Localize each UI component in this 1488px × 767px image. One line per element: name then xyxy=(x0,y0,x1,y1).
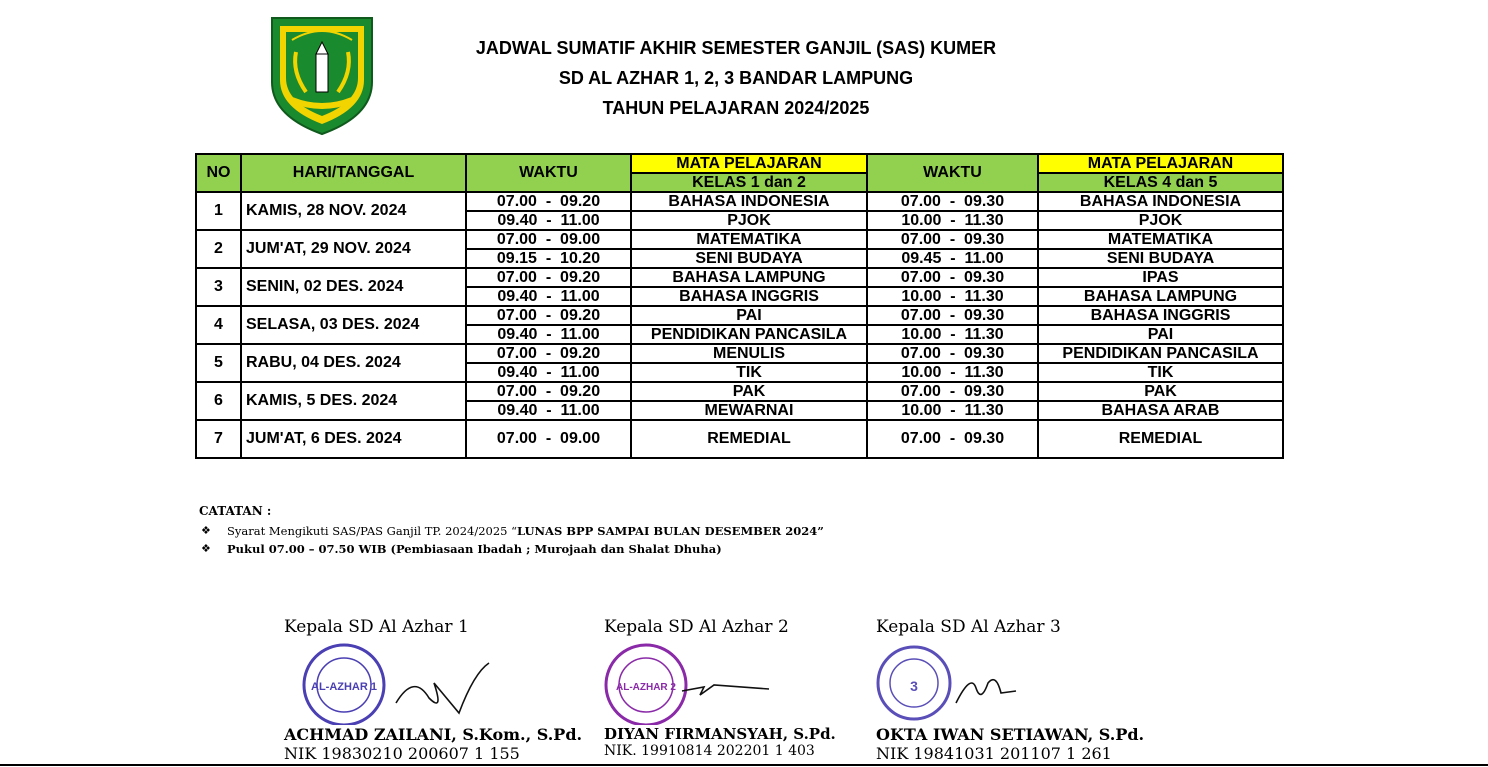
note-item-1 xyxy=(199,524,824,538)
header-mapel-1: MATA PELAJARAN xyxy=(631,154,867,173)
svg-text:AL-AZHAR 2: AL-AZHAR 2 xyxy=(616,682,676,693)
cell-subject: BAHASA LAMPUNG xyxy=(1038,287,1283,306)
cell-time: 07.00 - 09.30 xyxy=(867,382,1038,401)
cell-time: 07.00 - 09.30 xyxy=(867,268,1038,287)
cell-subject: BAHASA INGGRIS xyxy=(631,287,867,306)
header-waktu-1: WAKTU xyxy=(466,154,631,192)
header-no: NO xyxy=(196,154,241,192)
stamp-icon xyxy=(604,643,804,725)
cell-time: 07.00 - 09.30 xyxy=(867,192,1038,211)
cell-time: 07.00 - 09.20 xyxy=(466,192,631,211)
cell-time: 07.00 - 09.30 xyxy=(867,230,1038,249)
header-row xyxy=(196,154,1283,173)
header-hari: HARI/TANGGAL xyxy=(241,154,466,192)
cell-subject: IPAS xyxy=(1038,268,1283,287)
cell-date: KAMIS, 28 NOV. 2024 xyxy=(241,192,466,230)
cell-time: 10.00 - 11.30 xyxy=(867,287,1038,306)
cell-time: 09.40 - 11.00 xyxy=(466,363,631,382)
diamond-bullet-icon: ❖ xyxy=(201,524,211,537)
cell-subject: MATEMATIKA xyxy=(631,230,867,249)
cell-subject: BAHASA ARAB xyxy=(1038,401,1283,420)
cell-no: 2 xyxy=(196,230,241,268)
school-logo xyxy=(262,12,382,136)
cell-time: 07.00 - 09.20 xyxy=(466,268,631,287)
cell-subject: REMEDIAL xyxy=(1038,420,1283,458)
document-title-block xyxy=(400,33,1072,123)
stamp-signature-2 xyxy=(604,643,836,725)
cell-time: 09.40 - 11.00 xyxy=(466,325,631,344)
stamp-icon xyxy=(876,643,1076,725)
signature-block-3 xyxy=(876,617,1144,763)
table-row xyxy=(196,344,1283,363)
note-item-2 xyxy=(199,542,824,556)
table-row xyxy=(196,230,1283,249)
cell-subject: MATEMATIKA xyxy=(1038,230,1283,249)
title-line-1: JADWAL SUMATIF AKHIR SEMESTER GANJIL (SAS) KUMER xyxy=(475,38,997,58)
cell-subject: PJOK xyxy=(631,211,867,230)
signature-role: Kepala SD Al Azhar 2 xyxy=(604,617,789,637)
diamond-bullet-icon: ❖ xyxy=(201,542,211,555)
title-line-2: SD AL AZHAR 1, 2, 3 BANDAR LAMPUNG xyxy=(558,68,914,88)
cell-subject: PAI xyxy=(631,306,867,325)
cell-time: 07.00 - 09.20 xyxy=(466,344,631,363)
table-row xyxy=(196,192,1283,211)
cell-date: KAMIS, 5 DES. 2024 xyxy=(241,382,466,420)
cell-time: 09.40 - 11.00 xyxy=(466,287,631,306)
bottom-divider xyxy=(0,764,1488,766)
svg-text:AL-AZHAR 1: AL-AZHAR 1 xyxy=(311,681,377,693)
table-row xyxy=(196,420,1283,458)
cell-time: 07.00 - 09.00 xyxy=(466,230,631,249)
signature-block-1 xyxy=(284,617,582,763)
signatory-name: ACHMAD ZAILANI, S.Kom., S.Pd. xyxy=(284,725,583,744)
notes-title: CATATAN : xyxy=(199,504,272,518)
table-row xyxy=(196,382,1283,401)
stamp-icon xyxy=(284,643,504,725)
cell-no: 7 xyxy=(196,420,241,458)
cell-no: 1 xyxy=(196,192,241,230)
cell-subject: BAHASA INGGRIS xyxy=(1038,306,1283,325)
cell-subject: TIK xyxy=(1038,363,1283,382)
cell-subject: TIK xyxy=(631,363,867,382)
signature-block-2 xyxy=(604,617,836,759)
note-1-text: Syarat Mengikuti SAS/PAS Ganjil TP. 2024/2025 “ xyxy=(227,524,518,538)
cell-time: 07.00 - 09.00 xyxy=(466,420,631,458)
svg-text:3: 3 xyxy=(910,678,918,694)
note-2-text: Pukul 07.00 – 07.50 WIB (Pembiasaan Ibadah ; Murojaah dan Shalat Dhuha) xyxy=(227,542,722,556)
cell-no: 6 xyxy=(196,382,241,420)
signatory-nik: NIK 19830210 200607 1 155 xyxy=(284,744,520,763)
cell-time: 09.45 - 11.00 xyxy=(867,249,1038,268)
signatory-nik: NIK 19841031 201107 1 261 xyxy=(876,744,1112,763)
cell-subject: PAK xyxy=(631,382,867,401)
cell-time: 07.00 - 09.30 xyxy=(867,420,1038,458)
cell-time: 09.15 - 10.20 xyxy=(466,249,631,268)
cell-subject: MENULIS xyxy=(631,344,867,363)
signature-role: Kepala SD Al Azhar 3 xyxy=(876,617,1061,637)
cell-no: 3 xyxy=(196,268,241,306)
signatory-name: OKTA IWAN SETIAWAN, S.Pd. xyxy=(876,725,1145,744)
cell-time: 09.40 - 11.00 xyxy=(466,211,631,230)
stamp-signature-3 xyxy=(876,643,1144,725)
cell-subject: PENDIDIKAN PANCASILA xyxy=(1038,344,1283,363)
cell-date: SENIN, 02 DES. 2024 xyxy=(241,268,466,306)
notes-section xyxy=(199,504,824,560)
cell-time: 10.00 - 11.30 xyxy=(867,363,1038,382)
note-1-bold: LUNAS BPP SAMPAI BULAN DESEMBER 2024” xyxy=(517,524,824,538)
cell-time: 10.00 - 11.30 xyxy=(867,211,1038,230)
cell-time: 07.00 - 09.30 xyxy=(867,344,1038,363)
cell-subject: MEWARNAI xyxy=(631,401,867,420)
signature-role: Kepala SD Al Azhar 1 xyxy=(284,617,469,637)
table-row xyxy=(196,268,1283,287)
signatory-name: DIYAN FIRMANSYAH, S.Pd. xyxy=(604,725,836,743)
cell-subject: REMEDIAL xyxy=(631,420,867,458)
cell-subject: PAI xyxy=(1038,325,1283,344)
cell-time: 09.40 - 11.00 xyxy=(466,401,631,420)
header-mapel-2: MATA PELAJARAN xyxy=(1038,154,1283,173)
title-line-3: TAHUN PELAJARAN 2024/2025 xyxy=(602,98,870,118)
signatory-nik: NIK. 19910814 202201 1 403 xyxy=(604,743,815,759)
cell-subject: SENI BUDAYA xyxy=(631,249,867,268)
cell-subject: BAHASA LAMPUNG xyxy=(631,268,867,287)
table-row xyxy=(196,306,1283,325)
cell-subject: PAK xyxy=(1038,382,1283,401)
header-waktu-2: WAKTU xyxy=(867,154,1038,192)
cell-subject: PENDIDIKAN PANCASILA xyxy=(631,325,867,344)
cell-no: 4 xyxy=(196,306,241,344)
cell-date: RABU, 04 DES. 2024 xyxy=(241,344,466,382)
cell-no: 5 xyxy=(196,344,241,382)
schedule-table xyxy=(195,153,1284,459)
cell-subject: SENI BUDAYA xyxy=(1038,249,1283,268)
cell-time: 07.00 - 09.30 xyxy=(867,306,1038,325)
cell-subject: BAHASA INDONESIA xyxy=(631,192,867,211)
stamp-signature-1 xyxy=(284,643,582,725)
cell-date: JUM'AT, 6 DES. 2024 xyxy=(241,420,466,458)
cell-time: 10.00 - 11.30 xyxy=(867,401,1038,420)
cell-time: 07.00 - 09.20 xyxy=(466,382,631,401)
header-kelas-2: KELAS 4 dan 5 xyxy=(1038,173,1283,192)
header-kelas-1: KELAS 1 dan 2 xyxy=(631,173,867,192)
cell-subject: BAHASA INDONESIA xyxy=(1038,192,1283,211)
cell-time: 07.00 - 09.20 xyxy=(466,306,631,325)
cell-date: JUM'AT, 29 NOV. 2024 xyxy=(241,230,466,268)
cell-date: SELASA, 03 DES. 2024 xyxy=(241,306,466,344)
cell-time: 10.00 - 11.30 xyxy=(867,325,1038,344)
cell-subject: PJOK xyxy=(1038,211,1283,230)
